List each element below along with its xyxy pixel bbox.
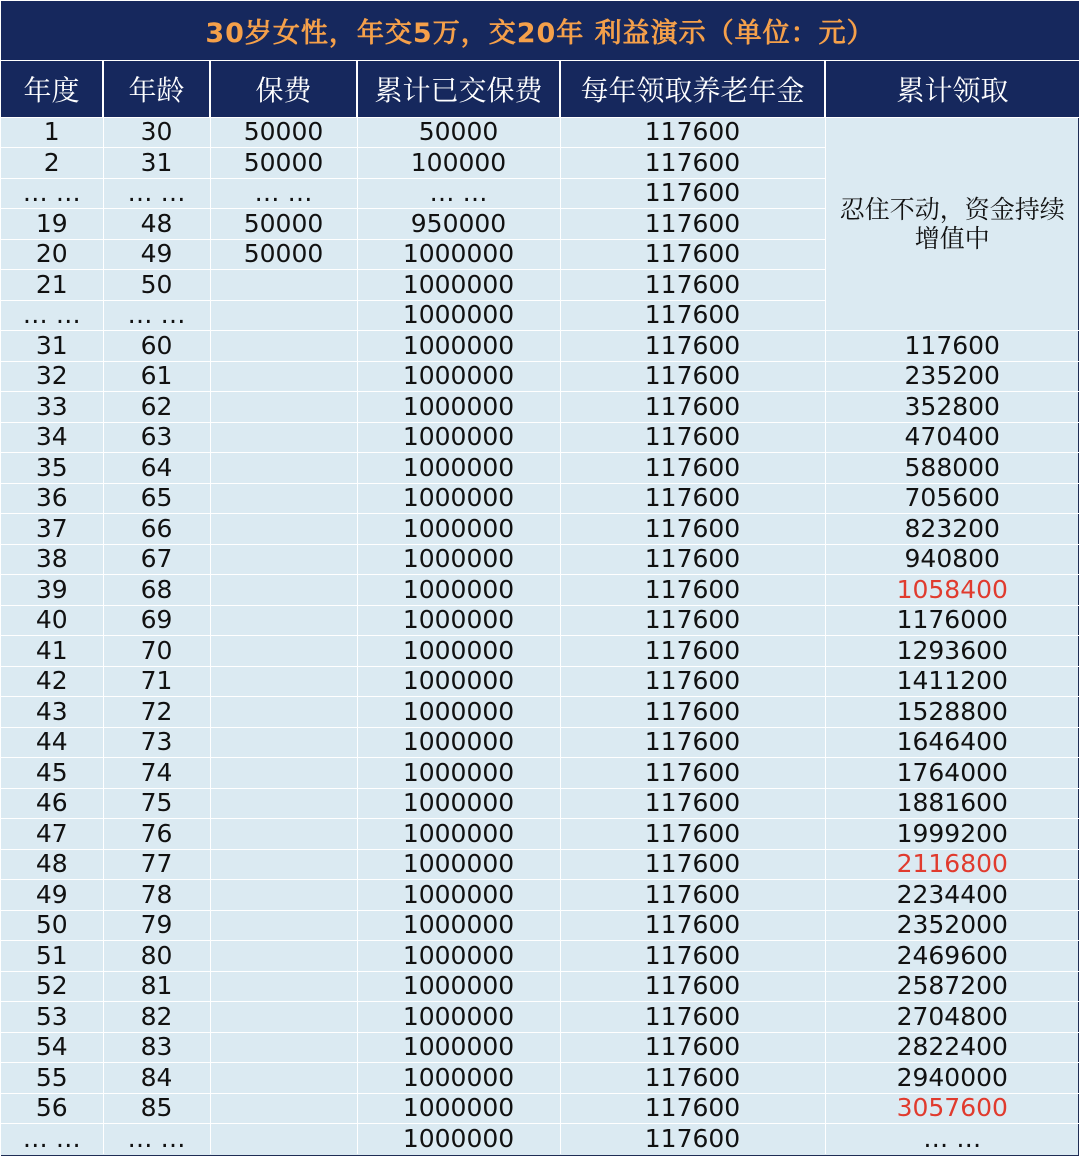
table-row: [1, 636, 1079, 667]
cell-age: 65: [103, 483, 210, 514]
table-row: [1, 605, 1079, 636]
table-row: [1, 1093, 1079, 1124]
cell-annual-pension: 117600: [560, 178, 825, 209]
table-row: [1, 697, 1079, 728]
table-row: [1, 422, 1079, 453]
cell-annual-pension: 117600: [560, 971, 825, 1002]
cell-cumulative-premium: 1000000: [357, 605, 560, 636]
cell-premium: [210, 605, 357, 636]
cell-cumulative-received: 117600: [825, 331, 1079, 362]
cell-annual-pension: 117600: [560, 117, 825, 148]
cell-year: 39: [1, 575, 103, 606]
cell-year: 42: [1, 666, 103, 697]
cell-cumulative-received: 1058400: [825, 575, 1079, 606]
cell-premium: [210, 697, 357, 728]
cell-year: 51: [1, 941, 103, 972]
cell-year: 50: [1, 910, 103, 941]
cell-annual-pension: 117600: [560, 239, 825, 270]
cell-cumulative-premium: 950000: [357, 209, 560, 240]
table-row: [1, 910, 1079, 941]
cell-premium: [210, 575, 357, 606]
cell-cumulative-premium: 1000000: [357, 636, 560, 667]
cell-cumulative-premium: 1000000: [357, 849, 560, 880]
cell-cumulative-premium: 1000000: [357, 1124, 560, 1155]
table-row: [1, 1063, 1079, 1094]
cell-age: 78: [103, 880, 210, 911]
cell-age: 68: [103, 575, 210, 606]
cell-age: 83: [103, 1032, 210, 1063]
cell-age: 49: [103, 239, 210, 270]
cell-cumulative-premium: 1000000: [357, 575, 560, 606]
cell-year: 20: [1, 239, 103, 270]
cell-age: … …: [103, 1124, 210, 1155]
cell-annual-pension: 117600: [560, 1124, 825, 1155]
cell-cumulative-received: 3057600: [825, 1093, 1079, 1124]
cell-age: 60: [103, 331, 210, 362]
cell-annual-pension: 117600: [560, 697, 825, 728]
cell-premium: 50000: [210, 209, 357, 240]
cell-cumulative-premium: 1000000: [357, 971, 560, 1002]
cell-year: 49: [1, 880, 103, 911]
cell-premium: [210, 1002, 357, 1033]
cell-cumulative-received: 2940000: [825, 1063, 1079, 1094]
cell-premium: … …: [210, 178, 357, 209]
table-row: [1, 361, 1079, 392]
cell-cumulative-received: 588000: [825, 453, 1079, 484]
cell-age: 64: [103, 453, 210, 484]
cell-year: 53: [1, 1002, 103, 1033]
cell-annual-pension: 117600: [560, 453, 825, 484]
table-row: [1, 331, 1079, 362]
cell-year: … …: [1, 178, 103, 209]
cell-cumulative-received: 352800: [825, 392, 1079, 423]
cell-year: 46: [1, 788, 103, 819]
cell-cumulative-premium: 1000000: [357, 758, 560, 789]
cell-annual-pension: 117600: [560, 1093, 825, 1124]
cell-annual-pension: 117600: [560, 605, 825, 636]
cell-cumulative-received: 705600: [825, 483, 1079, 514]
cell-annual-pension: 117600: [560, 1063, 825, 1094]
cell-premium: [210, 392, 357, 423]
cell-premium: [210, 819, 357, 850]
cell-annual-pension: 117600: [560, 910, 825, 941]
cell-age: 79: [103, 910, 210, 941]
cell-year: 34: [1, 422, 103, 453]
cell-year: 2: [1, 148, 103, 179]
cell-premium: [210, 1093, 357, 1124]
cell-cumulative-premium: 1000000: [357, 1002, 560, 1033]
cell-cumulative-received: 1646400: [825, 727, 1079, 758]
cell-premium: [210, 422, 357, 453]
cell-cumulative-premium: 1000000: [357, 819, 560, 850]
cell-year: 47: [1, 819, 103, 850]
cell-cumulative-received: 235200: [825, 361, 1079, 392]
benefit-table: [1, 61, 1079, 1154]
cell-premium: [210, 453, 357, 484]
cell-premium: [210, 941, 357, 972]
cell-premium: [210, 514, 357, 545]
cell-premium: [210, 636, 357, 667]
cell-annual-pension: 117600: [560, 361, 825, 392]
header-annual-pension: 每年领取养老年金: [560, 61, 825, 117]
cell-age: 66: [103, 514, 210, 545]
table-row: [1, 453, 1079, 484]
cell-cumulative-premium: 1000000: [357, 1093, 560, 1124]
table-row: [1, 727, 1079, 758]
cell-annual-pension: 117600: [560, 788, 825, 819]
cell-premium: [210, 544, 357, 575]
cell-cumulative-received: 2352000: [825, 910, 1079, 941]
cell-age: 62: [103, 392, 210, 423]
cell-age: 71: [103, 666, 210, 697]
table-row: [1, 483, 1079, 514]
cell-premium: [210, 1032, 357, 1063]
cell-cumulative-premium: 1000000: [357, 270, 560, 301]
header-row: [1, 61, 1079, 117]
cell-annual-pension: 117600: [560, 422, 825, 453]
cell-annual-pension: 117600: [560, 758, 825, 789]
cell-year: 32: [1, 361, 103, 392]
cell-premium: [210, 910, 357, 941]
cell-cumulative-premium: 1000000: [357, 666, 560, 697]
cell-annual-pension: 117600: [560, 514, 825, 545]
cell-premium: [210, 483, 357, 514]
cell-year: 31: [1, 331, 103, 362]
accumulation-note: 忍住不动，资金持续增值中: [825, 117, 1079, 331]
cell-cumulative-premium: 1000000: [357, 331, 560, 362]
cell-year: 19: [1, 209, 103, 240]
cell-cumulative-received: 2469600: [825, 941, 1079, 972]
cell-age: 69: [103, 605, 210, 636]
table-row: [1, 666, 1079, 697]
cell-annual-pension: 117600: [560, 300, 825, 331]
cell-age: 75: [103, 788, 210, 819]
cell-age: 48: [103, 209, 210, 240]
cell-age: 63: [103, 422, 210, 453]
table-row: [1, 971, 1079, 1002]
cell-age: 50: [103, 270, 210, 301]
cell-cumulative-received: 1881600: [825, 788, 1079, 819]
cell-annual-pension: 117600: [560, 819, 825, 850]
cell-year: 45: [1, 758, 103, 789]
cell-premium: [210, 270, 357, 301]
cell-age: 61: [103, 361, 210, 392]
cell-annual-pension: 117600: [560, 636, 825, 667]
cell-cumulative-received: 940800: [825, 544, 1079, 575]
cell-age: … …: [103, 300, 210, 331]
cell-cumulative-received: 1176000: [825, 605, 1079, 636]
table-header: [1, 61, 1079, 117]
cell-year: 36: [1, 483, 103, 514]
cell-annual-pension: 117600: [560, 727, 825, 758]
cell-cumulative-received: 823200: [825, 514, 1079, 545]
cell-premium: [210, 788, 357, 819]
cell-cumulative-received: 2116800: [825, 849, 1079, 880]
cell-age: 30: [103, 117, 210, 148]
cell-cumulative-premium: 1000000: [357, 1063, 560, 1094]
cell-premium: 50000: [210, 117, 357, 148]
cell-year: 37: [1, 514, 103, 545]
cell-age: 67: [103, 544, 210, 575]
cell-age: 72: [103, 697, 210, 728]
cell-premium: [210, 1063, 357, 1094]
cell-age: 84: [103, 1063, 210, 1094]
table-row: [1, 1124, 1079, 1155]
table-row: [1, 1032, 1079, 1063]
table-row: [1, 514, 1079, 545]
cell-year: 33: [1, 392, 103, 423]
cell-annual-pension: 117600: [560, 1032, 825, 1063]
cell-year: 55: [1, 1063, 103, 1094]
cell-year: 48: [1, 849, 103, 880]
cell-cumulative-premium: 1000000: [357, 697, 560, 728]
header-age: 年龄: [103, 61, 210, 117]
table-row: [1, 544, 1079, 575]
cell-year: 54: [1, 1032, 103, 1063]
cell-premium: [210, 666, 357, 697]
cell-premium: [210, 971, 357, 1002]
cell-premium: [210, 758, 357, 789]
cell-premium: [210, 331, 357, 362]
cell-cumulative-premium: 1000000: [357, 453, 560, 484]
cell-annual-pension: 117600: [560, 331, 825, 362]
cell-cumulative-received: 2587200: [825, 971, 1079, 1002]
cell-year: … …: [1, 300, 103, 331]
cell-premium: [210, 849, 357, 880]
cell-cumulative-premium: 1000000: [357, 422, 560, 453]
cell-cumulative-premium: 1000000: [357, 483, 560, 514]
cell-cumulative-premium: 1000000: [357, 1032, 560, 1063]
cell-cumulative-premium: 1000000: [357, 300, 560, 331]
cell-cumulative-received: 1293600: [825, 636, 1079, 667]
cell-premium: [210, 300, 357, 331]
cell-annual-pension: 117600: [560, 148, 825, 179]
cell-annual-pension: 117600: [560, 483, 825, 514]
cell-age: 80: [103, 941, 210, 972]
cell-year: 44: [1, 727, 103, 758]
header-cumulative-received: 累计领取: [825, 61, 1079, 117]
cell-cumulative-premium: 1000000: [357, 361, 560, 392]
cell-year: 40: [1, 605, 103, 636]
cell-annual-pension: 117600: [560, 270, 825, 301]
cell-cumulative-premium: 1000000: [357, 941, 560, 972]
cell-year: … …: [1, 1124, 103, 1155]
cell-annual-pension: 117600: [560, 880, 825, 911]
cell-annual-pension: 117600: [560, 666, 825, 697]
cell-year: 56: [1, 1093, 103, 1124]
cell-cumulative-received: 1999200: [825, 819, 1079, 850]
cell-age: 77: [103, 849, 210, 880]
cell-cumulative-premium: 1000000: [357, 788, 560, 819]
cell-age: … …: [103, 178, 210, 209]
cell-cumulative-premium: 100000: [357, 148, 560, 179]
cell-year: 35: [1, 453, 103, 484]
table-row: [1, 758, 1079, 789]
table-row: [1, 819, 1079, 850]
table-body: [1, 117, 1079, 1154]
cell-year: 1: [43, 117, 60, 147]
cell-premium: [210, 361, 357, 392]
cell-age: 74: [103, 758, 210, 789]
cell-age: 76: [103, 819, 210, 850]
cell-premium: 50000: [210, 239, 357, 270]
cell-age: 82: [103, 1002, 210, 1033]
cell-cumulative-received: 2822400: [825, 1032, 1079, 1063]
table-row: [1, 849, 1079, 880]
header-premium: 保费: [210, 61, 357, 117]
cell-year: 41: [1, 636, 103, 667]
cell-year: 21: [1, 270, 103, 301]
cell-age: 85: [103, 1093, 210, 1124]
table-title: 30岁女性，年交5万，交20年 利益演示（单位：元）: [1, 1, 1079, 61]
cell-age: 31: [103, 148, 210, 179]
cell-cumulative-premium: 1000000: [357, 239, 560, 270]
header-cumulative-premium: 累计已交保费: [357, 61, 560, 117]
cell-year: 52: [1, 971, 103, 1002]
cell-annual-pension: 117600: [560, 392, 825, 423]
cell-annual-pension: 117600: [560, 544, 825, 575]
cell-year: 38: [1, 544, 103, 575]
cell-age: 73: [103, 727, 210, 758]
cell-annual-pension: 117600: [560, 941, 825, 972]
cell-annual-pension: 117600: [560, 209, 825, 240]
cell-year: 43: [1, 697, 103, 728]
cell-cumulative-received: … …: [825, 1124, 1079, 1155]
benefit-illustration-table: [1, 1, 1079, 1156]
cell-annual-pension: 117600: [560, 575, 825, 606]
table-row: [1, 392, 1079, 423]
cell-cumulative-premium: 1000000: [357, 880, 560, 911]
table-row: [1, 941, 1079, 972]
cell-cumulative-received: 1411200: [825, 666, 1079, 697]
table-row: [1, 575, 1079, 606]
cell-cumulative-premium: 1000000: [357, 514, 560, 545]
cell-annual-pension: 117600: [560, 1002, 825, 1033]
cell-cumulative-received: 2234400: [825, 880, 1079, 911]
header-year: 年度: [1, 61, 103, 117]
cell-premium: [210, 1124, 357, 1155]
table-row: [1, 1002, 1079, 1033]
cell-cumulative-premium: 1000000: [357, 392, 560, 423]
cell-cumulative-premium: 1000000: [357, 727, 560, 758]
table-row: [1, 880, 1079, 911]
cell-cumulative-premium: 1000000: [357, 910, 560, 941]
cell-cumulative-received: 1528800: [825, 697, 1079, 728]
cell-premium: 50000: [210, 148, 357, 179]
cell-cumulative-received: 2704800: [825, 1002, 1079, 1033]
cell-premium: [210, 727, 357, 758]
cell-cumulative-received: 1764000: [825, 758, 1079, 789]
cell-premium: [210, 880, 357, 911]
cell-cumulative-premium: 50000: [357, 117, 560, 148]
cell-cumulative-premium: 1000000: [357, 544, 560, 575]
table-row: [1, 788, 1079, 819]
cell-annual-pension: 117600: [560, 849, 825, 880]
cell-cumulative-received: 470400: [825, 422, 1079, 453]
table-row: [1, 117, 1079, 148]
cell-cumulative-premium: … …: [357, 178, 560, 209]
cell-age: 81: [103, 971, 210, 1002]
cell-age: 70: [103, 636, 210, 667]
